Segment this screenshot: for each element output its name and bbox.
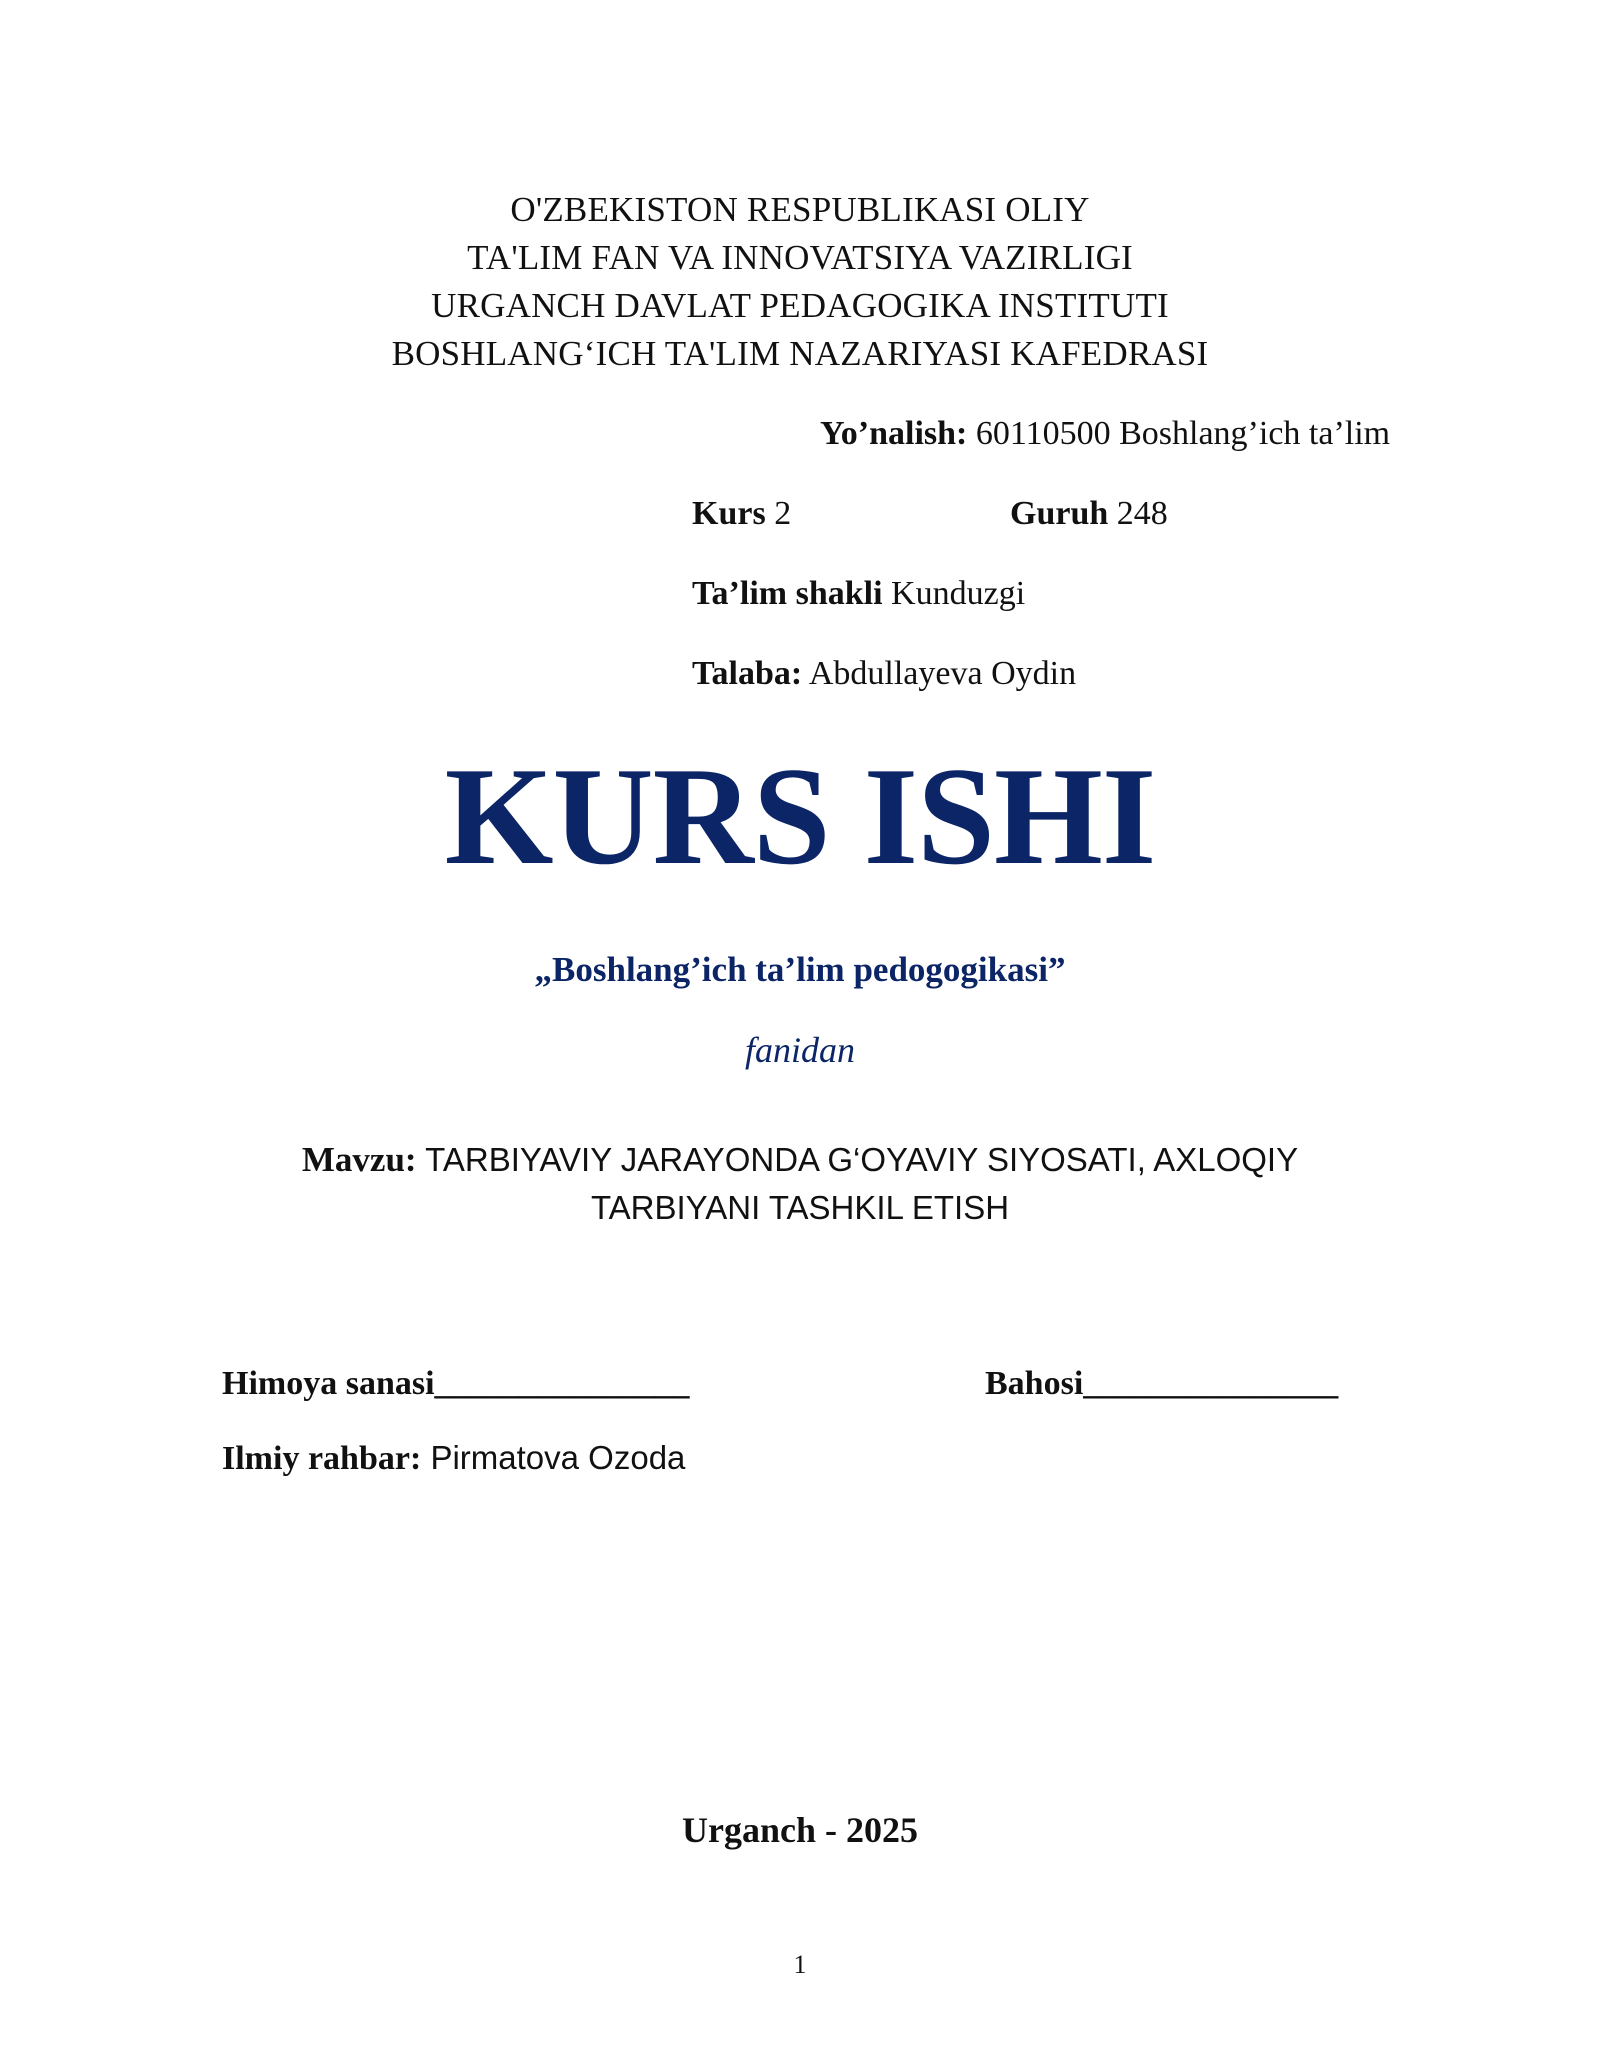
group-row	[1010, 492, 1168, 536]
student-row	[692, 652, 1076, 696]
subject-name: „Boshlang’ich ta’lim pedogogikasi”	[534, 950, 1066, 989]
subject-suffix: fanidan	[744, 1030, 855, 1070]
direction-value: 60110500 Boshlang’ich ta’lim	[967, 415, 1391, 452]
topic-line-2	[0, 1184, 1600, 1232]
city-year: Urganch - 2025	[682, 1810, 918, 1850]
page-number: 1	[793, 1950, 807, 1979]
topic-text-line-2: TARBIYANI TASHKIL ETISH	[590, 1189, 1010, 1226]
header-department-line: BOSHLANG‘ICH TA'LIM NAZARIYASI KAFEDRASI	[391, 334, 1209, 373]
topic-label: Mavzu:	[301, 1140, 417, 1179]
direction-label: Yo’nalish:	[820, 415, 968, 452]
study-form-row	[692, 572, 1025, 616]
supervisor-label: Ilmiy rahbar:	[222, 1440, 422, 1477]
defense-date-blank: _______________	[434, 1365, 690, 1402]
student-value: Abdullayeva Oydin	[802, 655, 1077, 692]
course-row	[692, 492, 791, 536]
grade-label: Bahosi	[985, 1365, 1084, 1402]
group-label: Guruh	[1010, 495, 1109, 532]
grade-row	[985, 1362, 1338, 1406]
supervisor-row	[222, 1436, 685, 1481]
grade-blank: _______________	[1083, 1365, 1339, 1402]
study-form-value: Kunduzgi	[882, 575, 1026, 612]
topic-line-1	[0, 1136, 1600, 1184]
direction-row	[820, 412, 1390, 456]
header-ministry-line-1: O'ZBEKISTON RESPUBLIKASI OLIY	[510, 190, 1090, 229]
course-label: Kurs	[692, 495, 766, 532]
defense-date-row	[222, 1362, 690, 1406]
group-value: 248	[1108, 495, 1168, 532]
document-title: KURS ISHI	[444, 739, 1156, 894]
topic-text-line-1: TARBIYAVIY JARAYONDA G‘OYAVIY SIYOSATI, AXLOQIY	[416, 1141, 1299, 1178]
course-value: 2	[765, 495, 792, 532]
header-institute-line: URGANCH DAVLAT PEDAGOGIKA INSTITUTI	[431, 286, 1169, 325]
study-form-label: Ta’lim shakli	[692, 575, 883, 612]
header-ministry-line-2: TA'LIM FAN VA INNOVATSIYA VAZIRLIGI	[467, 238, 1133, 277]
supervisor-value: Pirmatova Ozoda	[421, 1439, 686, 1476]
student-label: Talaba:	[692, 655, 803, 692]
defense-date-label: Himoya sanasi	[222, 1365, 435, 1402]
